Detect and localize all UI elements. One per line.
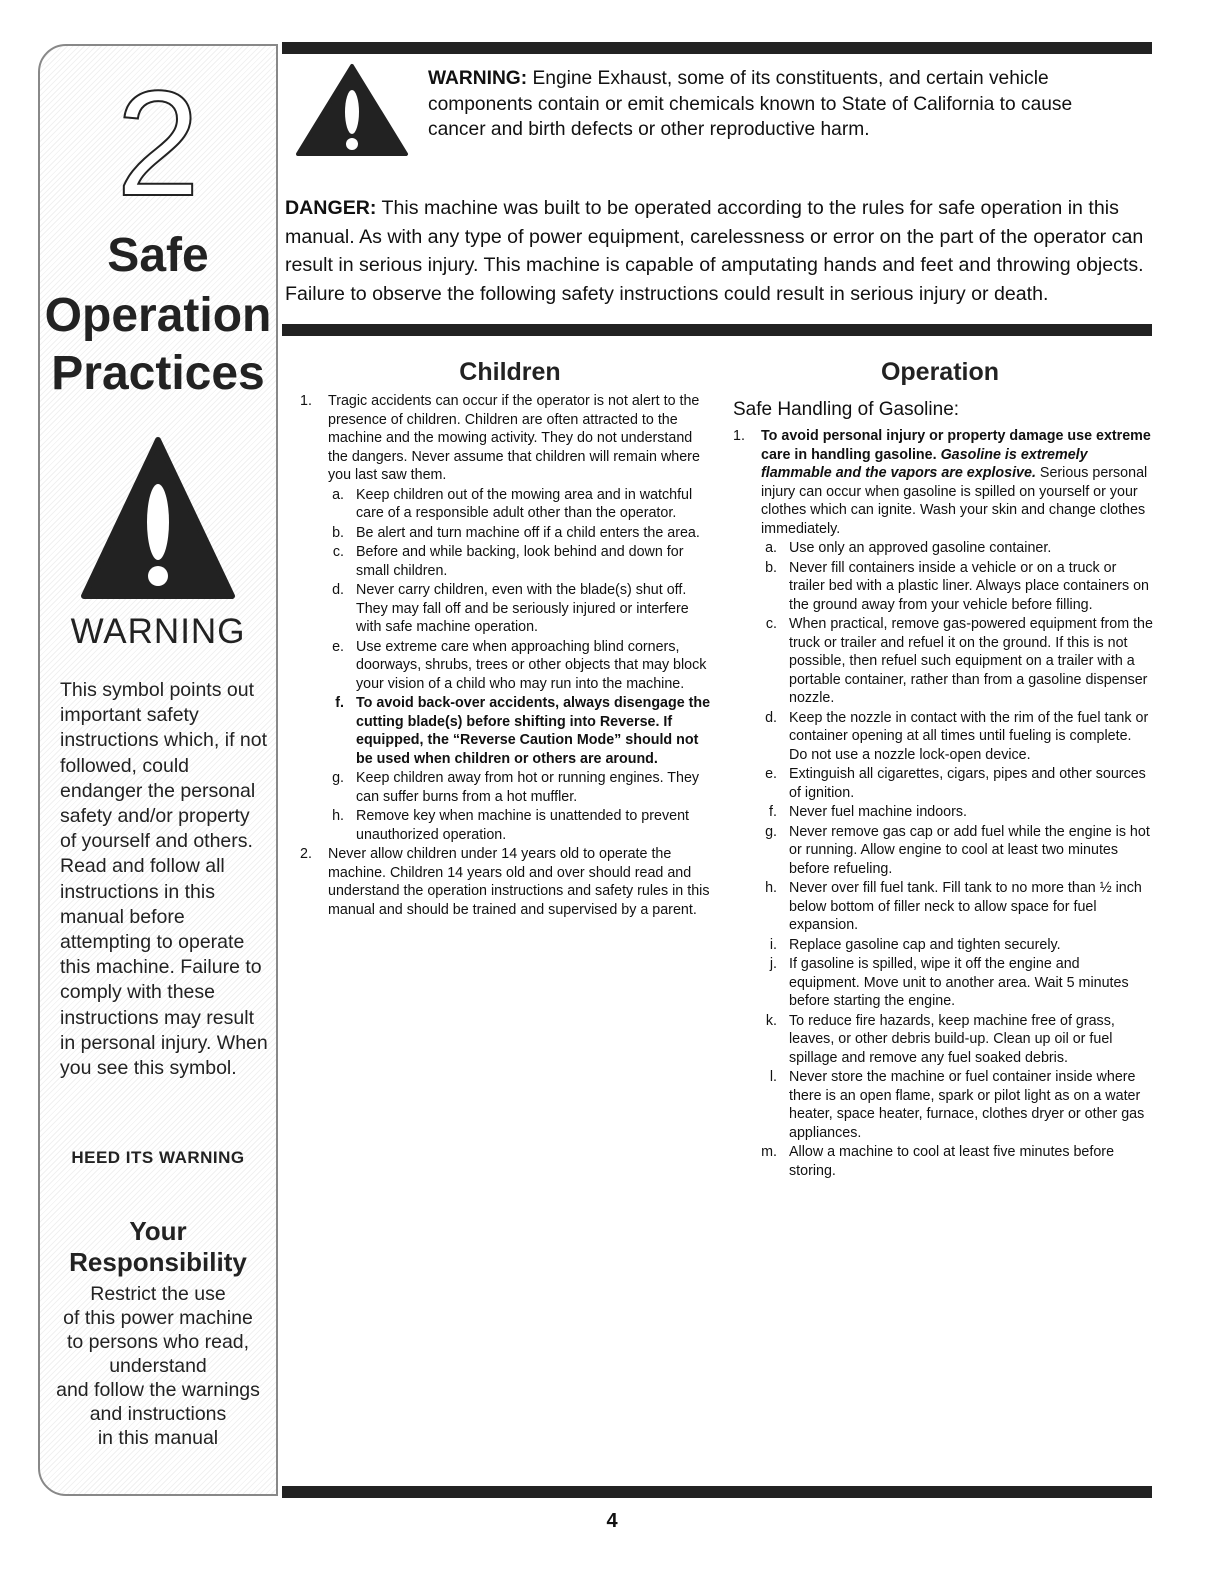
operation-heading: Operation xyxy=(880,358,1000,386)
responsibility-line: of this power machine xyxy=(63,1307,253,1329)
middle-divider xyxy=(282,324,1152,336)
sub-text: Be alert and turn machine off if a child enters the area. xyxy=(356,524,700,541)
chapter-title-line2: Operation xyxy=(44,289,272,342)
chapter-number: 2 xyxy=(116,59,200,227)
sub-item xyxy=(747,709,1153,765)
sub-text: To reduce fire hazards, keep machine free of grass, leaves, or other debris build-up. Clean up oil or fuel spillage and remove any fuel soaked debris. xyxy=(789,1012,1115,1066)
item-text: Tragic accidents can occur if the operator is not alert to the presence of children. Children are often attracted to the machine and the mowing activity. They do not understand the dangers. Never assume that children will remain where you last saw them. xyxy=(328,393,700,483)
sub-item xyxy=(314,638,715,694)
sub-item xyxy=(747,955,1153,1011)
sub-item xyxy=(747,765,1153,802)
sub-text: Never fuel machine indoors. xyxy=(789,804,968,820)
sub-letter: j. xyxy=(769,956,777,972)
sub-letter: m. xyxy=(761,1144,777,1160)
sub-item xyxy=(314,807,715,844)
sub-item xyxy=(314,769,715,806)
sub-item xyxy=(314,486,715,523)
sub-item xyxy=(747,539,1153,558)
sub-item xyxy=(747,879,1153,935)
danger-notice xyxy=(285,194,1145,308)
danger-text: This machine was built to be operated according to the rules for safe operation in this manual. As with any type of power equipment, carelessness or error on the part of the operator can result in serious injury. This machine is capable of amputating hands and feet and throwing objects. Failure to observe the following safety instructions could result in serious injury or death. xyxy=(285,197,1144,305)
responsibility-line: and follow the warnings xyxy=(56,1379,260,1401)
sub-text: Use extreme care when approaching blind corners, doorways, shrubs, trees or other objects that may block your vision of a child who may run into the machine. xyxy=(356,638,707,692)
sub-text: When practical, remove gas-powered equipment from the truck or trailer and refuel it on the ground. If this is not possible, then refuel such equipment on a trailer with a portable container, rather than from a gasoline dispenser nozzle. xyxy=(789,616,1153,706)
sub-item xyxy=(747,615,1153,708)
sub-text: Replace gasoline cap and tighten securely. xyxy=(789,936,1061,953)
sidebar-warning-text: This symbol points out important safety instructions which, if not followed, could endanger the personal safety and/or property of yourself and others. Read and follow all instructions in this manual before attempting to operate this machine. Failure to comply with these instructions may result in personal injury. When you see this symbol. xyxy=(60,679,268,1080)
sub-item xyxy=(747,803,1153,822)
responsibility-title-line1: Your xyxy=(129,1216,187,1246)
responsibility-line: in this manual xyxy=(97,1427,219,1449)
item-number: 2. xyxy=(300,846,312,862)
sub-item xyxy=(314,694,715,768)
sub-letter: g. xyxy=(332,770,344,786)
operation-sublist xyxy=(747,539,1153,1180)
warning-text: Engine Exhaust, some of its constituents, and certain vehicle components contain or emit chemicals known to State of California to cause cancer and birth defects or other reproductive harm. xyxy=(428,68,1073,140)
sub-item xyxy=(314,524,715,543)
bottom-divider xyxy=(282,1486,1152,1498)
top-divider xyxy=(282,42,1152,54)
sub-text: Before and while backing, look behind and down for small children. xyxy=(356,544,684,579)
sub-letter: e. xyxy=(332,638,344,655)
sub-letter: f. xyxy=(335,695,344,711)
sub-text: Keep children out of the mowing area and in watchful care of a responsible adult other than the operator. xyxy=(356,486,693,521)
sub-text: Never carry children, even with the blade(s) shut off. They may fall off and be seriously injured or interfere with safe machine operation. xyxy=(356,582,689,635)
responsibility-text xyxy=(40,1282,276,1450)
list-item xyxy=(733,427,1153,538)
list-item xyxy=(300,845,715,919)
responsibility-title-line2: Responsibility xyxy=(69,1247,247,1277)
sub-letter: b. xyxy=(332,524,344,541)
warning-triangle-icon xyxy=(294,62,410,158)
heed-warning-label: HEED ITS WARNING xyxy=(71,1148,245,1167)
responsibility-line: Restrict the use xyxy=(90,1283,226,1305)
responsibility-line: understand xyxy=(109,1355,207,1377)
sub-text: Extinguish all cigarettes, cigars, pipes and other sources of ignition. xyxy=(789,766,1146,801)
sub-item xyxy=(747,1068,1153,1142)
sub-item xyxy=(747,1143,1153,1180)
sub-item xyxy=(747,559,1153,615)
sub-item xyxy=(747,1012,1153,1068)
sub-text: Never fill containers inside a vehicle or on a truck or trailer bed with a plastic liner. Always place containers on the ground away from your vehicle before filling. xyxy=(789,559,1149,613)
sub-text: Keep the nozzle in contact with the rim of the fuel tank or container opening at all times until fueling is complete. Do not use a nozzle lock-open device. xyxy=(789,709,1149,763)
item-bold-text: To avoid personal injury or property damage use extreme care in handling gasoline. xyxy=(761,428,1151,463)
item-plain-text: Serious personal injury can occur when gasoline is spilled on yourself or your clothes which can ignite. Wash your skin and change clothes immediately. xyxy=(761,465,1148,537)
page-number: 4 xyxy=(606,1510,618,1532)
sub-letter: f. xyxy=(769,804,777,820)
sub-item xyxy=(747,823,1153,879)
sidebar-warning-label: WARNING xyxy=(70,612,246,651)
sub-letter: g. xyxy=(765,823,777,840)
sub-letter: b. xyxy=(765,559,777,576)
children-section xyxy=(300,392,715,920)
responsibility-title xyxy=(40,1216,276,1278)
responsibility-line: and instructions xyxy=(89,1403,227,1425)
sub-item xyxy=(747,936,1153,955)
sidebar xyxy=(38,44,278,1496)
sub-text: Never store the machine or fuel container inside where there is an open flame, spark or pilot light as on a water heater, space heater, furnace, clothes dryer or other gas appliances. xyxy=(789,1069,1145,1141)
sub-letter: c. xyxy=(765,616,777,632)
item-text: Never allow children under 14 years old to operate the machine. Children 14 years old and over should read and understand the operation instructions and safety rules in this manual and should be trained and supervised by a parent. xyxy=(328,846,710,918)
item-number: 1. xyxy=(300,393,312,409)
sub-letter: d. xyxy=(332,582,344,598)
item-number: 1. xyxy=(733,428,745,444)
warning-triangle-icon xyxy=(80,436,236,600)
sub-text: To avoid back-over accidents, always disengage the cutting blade(s) before shifting into Reverse. If equipped, the “Reverse Caution Mode” should not be used when children or others are around. xyxy=(356,695,711,767)
operation-section xyxy=(733,398,1153,1181)
operation-subheading: Safe Handling of Gasoline: xyxy=(733,399,960,420)
sub-text: Allow a machine to cool at least five minutes before storing. xyxy=(789,1144,1115,1179)
sub-letter: d. xyxy=(765,709,777,726)
sub-letter: a. xyxy=(332,486,344,503)
sub-letter: l. xyxy=(769,1069,777,1085)
sub-text: Use only an approved gasoline container. xyxy=(789,540,1052,556)
danger-label: DANGER: xyxy=(285,197,377,219)
sub-item xyxy=(314,581,715,637)
sub-letter: h. xyxy=(332,808,344,824)
exhaust-warning xyxy=(428,66,1128,143)
chapter-title-line3: Practices xyxy=(51,347,265,400)
sub-letter: h. xyxy=(765,880,777,896)
sub-letter: k. xyxy=(765,1012,777,1029)
sub-letter: a. xyxy=(765,540,777,556)
sub-letter: e. xyxy=(765,766,777,782)
warning-label: WARNING: xyxy=(428,68,528,89)
sub-text: Keep children away from hot or running engines. They can suffer burns from a hot muffler. xyxy=(356,770,700,805)
sub-text: If gasoline is spilled, wipe it off the engine and equipment. Move unit to another area. Wait 5 minutes before starting the engine. xyxy=(789,956,1129,1009)
children-sublist xyxy=(314,486,715,845)
responsibility-line: to persons who read, xyxy=(66,1331,250,1353)
sub-letter: i. xyxy=(769,936,777,953)
item-emphasis-text: Gasoline is extremely flammable and the vapors are explosive. xyxy=(761,446,1088,481)
sub-text: Remove key when machine is unattended to prevent unauthorized operation. xyxy=(356,808,689,843)
children-heading: Children xyxy=(459,358,561,386)
sub-text: Never over fill fuel tank. Fill tank to no more than ½ inch below bottom of filler neck to allow space for fuel expansion. xyxy=(789,880,1142,933)
chapter-title-line1: Safe xyxy=(107,229,209,282)
sub-item xyxy=(314,543,715,580)
list-item xyxy=(300,392,715,485)
item-text xyxy=(761,427,1153,538)
sub-letter: c. xyxy=(332,544,344,560)
sub-text: Never remove gas cap or add fuel while the engine is hot or running. Allow engine to cool at least two minutes before refueling. xyxy=(789,823,1150,877)
